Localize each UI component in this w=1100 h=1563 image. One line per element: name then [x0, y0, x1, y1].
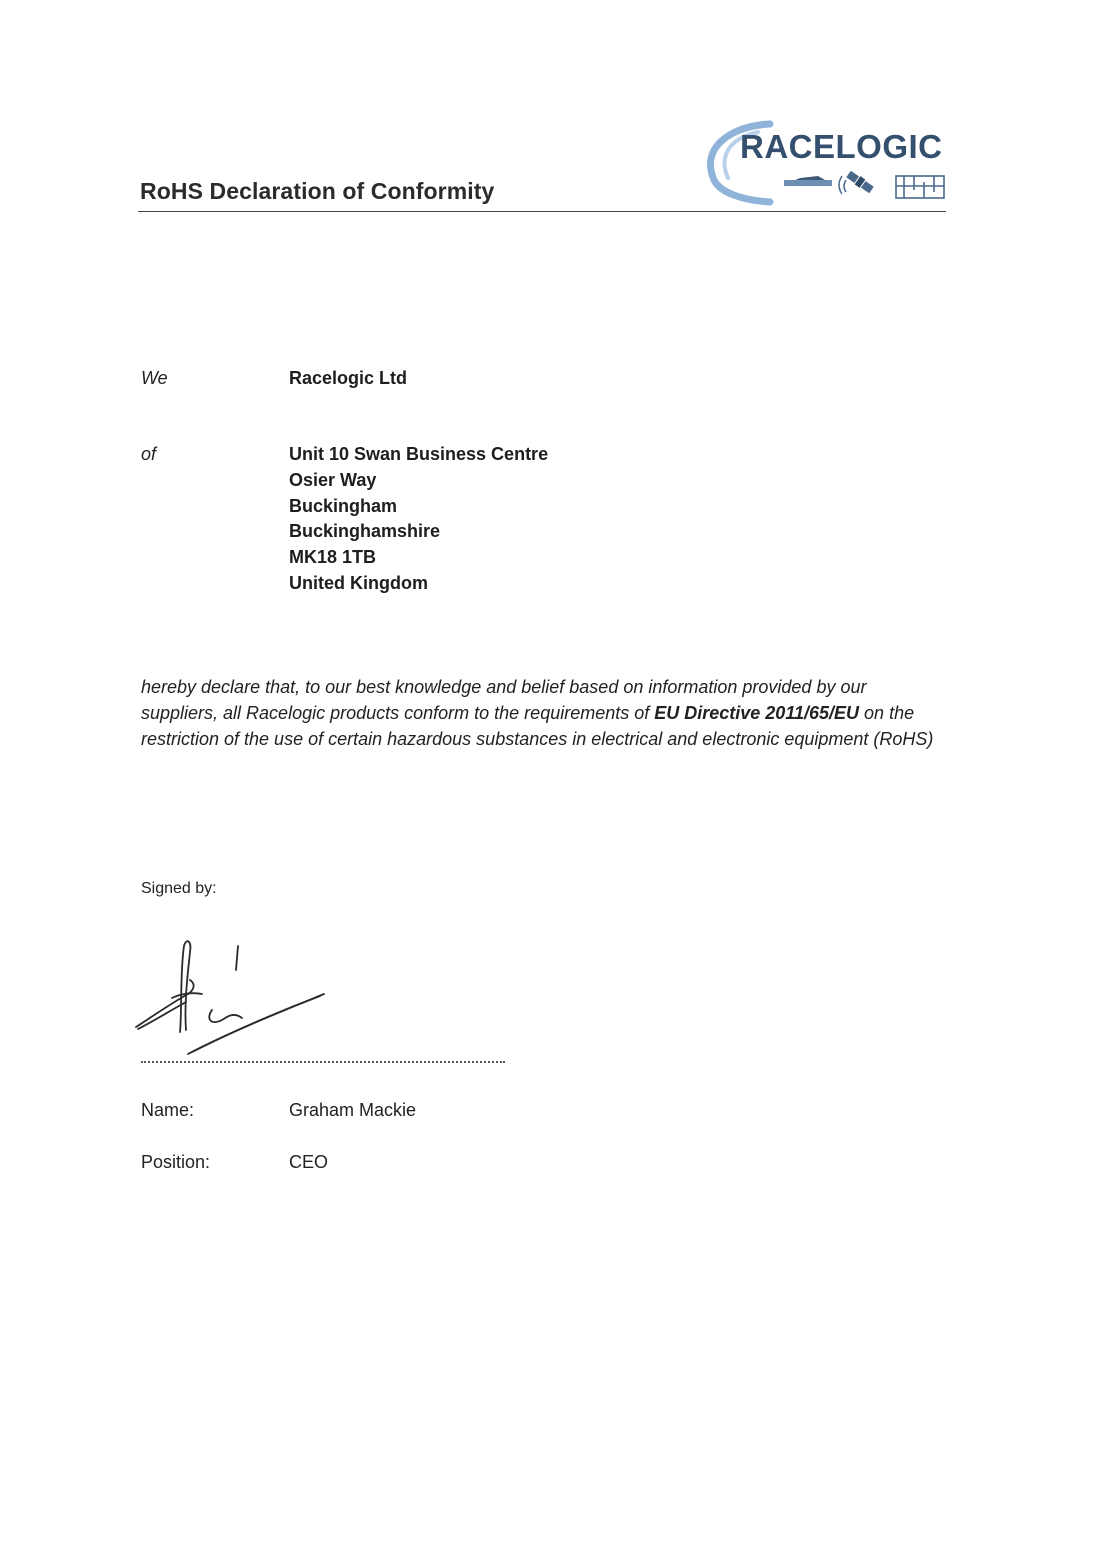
- address-line: Osier Way: [289, 469, 377, 490]
- handwritten-signature: [130, 932, 330, 1057]
- address-line: Unit 10 Swan Business Centre: [289, 444, 549, 464]
- address-line: United Kingdom: [289, 572, 428, 593]
- signatory-position: CEO: [289, 1152, 329, 1172]
- name-label: Name:: [141, 1100, 195, 1120]
- company-address: [289, 442, 548, 597]
- we-label: We: [141, 368, 168, 388]
- declaration-text-after: on the restriction of the use of certain hazardous substances in electrical and electronic equipment (RoHS): [141, 703, 934, 749]
- declaration-text: [141, 674, 941, 752]
- address-line: Buckingham: [289, 495, 398, 516]
- header-divider: [138, 211, 946, 212]
- of-label: of: [141, 444, 157, 464]
- page-title: RoHS Declaration of Conformity: [140, 178, 495, 204]
- address-line: MK18 1TB: [289, 547, 377, 568]
- position-label: Position:: [141, 1152, 211, 1172]
- signatory-name: Graham Mackie: [289, 1100, 417, 1120]
- racelogic-logo: [700, 118, 950, 208]
- company-name: Racelogic Ltd: [289, 368, 408, 388]
- signed-by-label: Signed by:: [141, 880, 217, 897]
- declaration-text-before: hereby declare that, to our best knowledge and belief based on information provided by our suppliers, all Racelogic products conform to the requirements of: [141, 677, 867, 723]
- logo-wordmark: RACELOGIC: [740, 128, 943, 165]
- address-line: Buckinghamshire: [289, 521, 441, 542]
- directive-reference: EU Directive 2011/65/EU: [654, 703, 860, 723]
- signature-line: [141, 1045, 505, 1063]
